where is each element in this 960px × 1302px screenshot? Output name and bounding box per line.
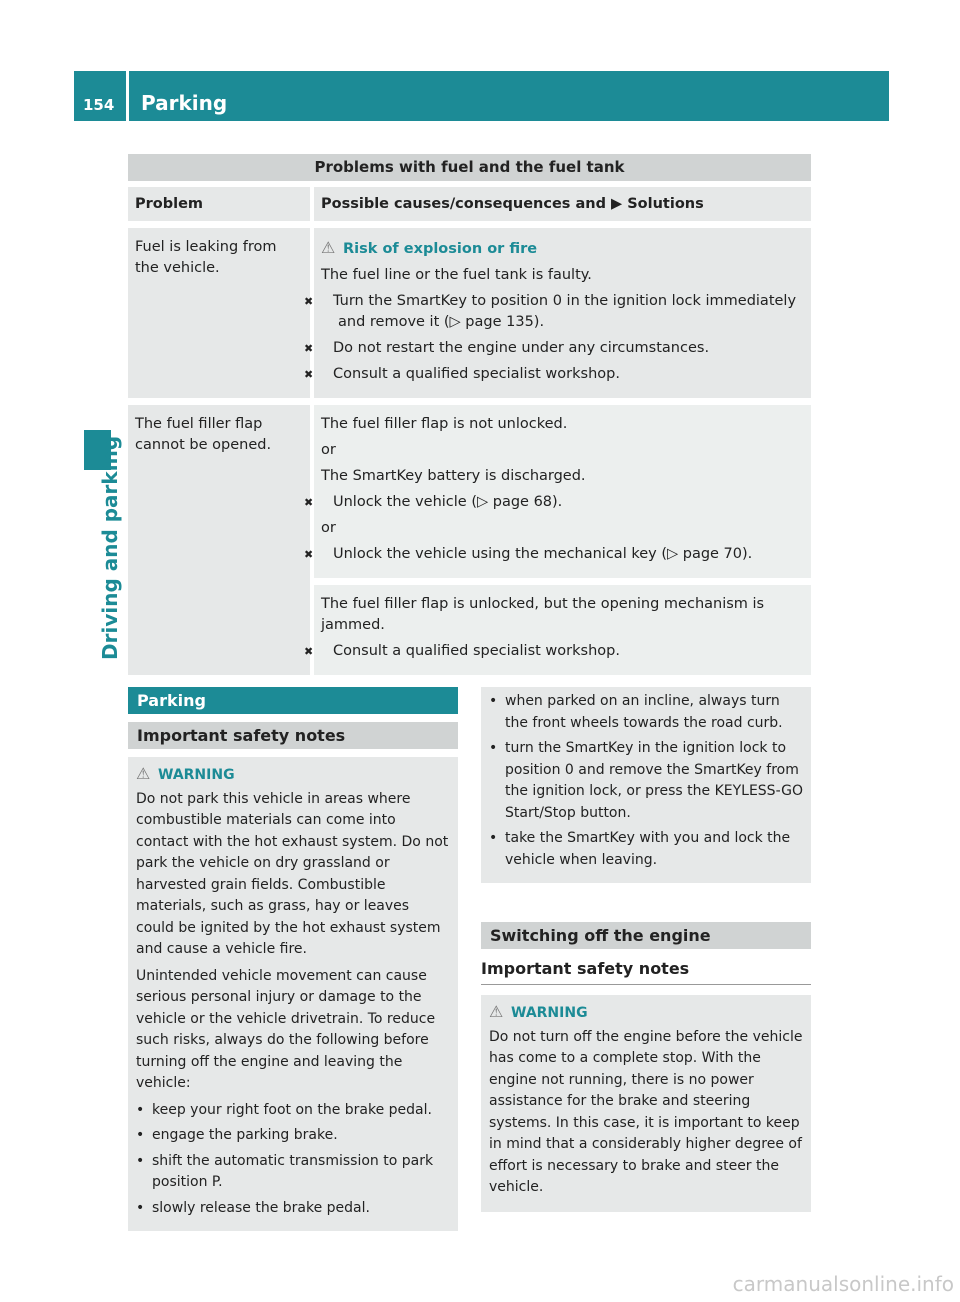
- or-text: or: [321, 520, 336, 536]
- warning-text: Do not turn off the engine before the vehicle has come to a complete stop. With the engine not running, there is no power assistance for the brake and steering systems. In this case, it is important to keep in mind that a considerably higher degree of effort is necessary to brake and steer the vehicle.: [489, 1028, 803, 1195]
- bullet-icon: •: [136, 1199, 145, 1216]
- bullet-icon: •: [489, 830, 498, 846]
- page-title: Parking: [129, 71, 889, 121]
- col-solutions-label: Solutions: [627, 196, 704, 212]
- right-column: [481, 687, 811, 1212]
- solution-cell: [304, 405, 811, 578]
- arrow-icon: ✖: [304, 548, 314, 561]
- warning-text: Unintended vehicle movement can cause serious personal injury or damage to the vehicle or the vehicle drivetrain. To reduce such risks, always do the following before turning off the engine and leaving the vehicle:: [136, 967, 436, 1091]
- list-item: [136, 1151, 450, 1194]
- step-item: [304, 544, 804, 565]
- list-item-text: keep your right foot on the brake pedal.: [152, 1101, 432, 1118]
- step-item: [304, 291, 804, 333]
- table-row: [128, 405, 811, 578]
- bullet-icon: •: [136, 1127, 145, 1143]
- col-problem: Problem: [128, 187, 314, 221]
- side-tab-label: Driving and parking: [98, 435, 122, 660]
- warning-label: WARNING: [158, 767, 235, 783]
- page-number: 154: [74, 71, 126, 121]
- table-header-row: [128, 187, 811, 221]
- step-text: Do not restart the engine under any circumstances.: [333, 340, 710, 356]
- cause-text: The fuel filler flap is unlocked, but the opening mechanism is jammed.: [321, 596, 765, 633]
- list-item-text: engage the parking brake.: [152, 1127, 338, 1143]
- list-item: [489, 828, 803, 871]
- table-caption: Problems with fuel and the fuel tank: [128, 154, 811, 181]
- cause-text: The fuel line or the fuel tank is faulty.: [321, 267, 592, 283]
- arrow-icon: ✖: [304, 645, 314, 658]
- step-text: Unlock the vehicle using the mechanical key (▷ page 70).: [333, 546, 753, 562]
- list-item-text: shift the automatic transmission to park position P.: [152, 1152, 434, 1190]
- play-arrow-icon: ▶: [611, 196, 623, 212]
- list-item: [136, 1198, 450, 1220]
- watermark: carmanualsonline.info: [732, 1272, 954, 1296]
- cause-text: The SmartKey battery is discharged.: [321, 468, 586, 484]
- subsection-title: Important safety notes: [481, 959, 811, 985]
- list-item: [489, 691, 803, 734]
- step-item: [304, 641, 804, 662]
- list-item-text: slowly release the brake pedal.: [152, 1199, 370, 1216]
- subsection-title: Important safety notes: [128, 722, 458, 749]
- warning-box: [128, 757, 458, 1231]
- bullet-icon: •: [136, 1101, 145, 1118]
- section-title: Parking: [128, 687, 458, 714]
- warning-triangle-icon: ⚠: [489, 1002, 504, 1021]
- problem-cell: Fuel is leaking from the vehicle.: [128, 228, 314, 398]
- warning-triangle-icon: ⚠: [136, 764, 151, 783]
- risk-warning: Risk of explosion or fire: [343, 241, 538, 257]
- bullet-icon: •: [489, 693, 498, 709]
- step-item: [304, 364, 804, 385]
- solution-cell: [304, 585, 811, 675]
- step-text: Unlock the vehicle (▷ page 68).: [333, 494, 563, 510]
- list-item-text: take the SmartKey with you and lock the vehicle when leaving.: [505, 830, 791, 868]
- step-text: Consult a qualified specialist workshop.: [333, 643, 620, 659]
- page-header: [74, 71, 889, 121]
- problem-cell: The fuel filler flap cannot be opened.: [128, 405, 314, 675]
- table-row: [128, 228, 811, 398]
- step-text: Consult a qualified specialist workshop.: [333, 366, 620, 382]
- step-item: [304, 338, 804, 359]
- list-item-text: when parked on an incline, always turn the front wheels towards the road curb.: [505, 693, 783, 731]
- col-solutions: [314, 187, 811, 221]
- fuel-problems-table: [128, 154, 811, 682]
- arrow-icon: ✖: [304, 496, 314, 509]
- arrow-icon: ✖: [304, 342, 314, 355]
- step-text: Turn the SmartKey to position 0 in the ignition lock immediately and remove it (▷ page 135).: [333, 293, 797, 330]
- or-text: or: [321, 442, 336, 458]
- solution-cell: [304, 228, 811, 398]
- arrow-icon: ✖: [304, 368, 314, 381]
- warning-box-continued: [481, 687, 811, 883]
- list-item: [136, 1125, 450, 1147]
- section-title: Switching off the engine: [481, 922, 811, 949]
- list-item: [136, 1100, 450, 1122]
- cause-text: The fuel filler flap is not unlocked.: [321, 416, 568, 432]
- step-item: [304, 492, 804, 513]
- col-solutions-text: Possible causes/consequences and: [321, 196, 606, 212]
- bullet-icon: •: [489, 740, 498, 756]
- list-item-text: turn the SmartKey in the ignition lock to position 0 and remove the SmartKey from the ignition lock, or press the KEYLESS-GO Start/Stop button.: [505, 740, 804, 821]
- warning-text: Do not park this vehicle in areas where combustible materials can come into contact with the hot exhaust system. Do not park the vehicle on dry grassland or harvested grain fields. Combustible materials, such as grass, hay or leaves could be ignited by the hot exhaust system and cause a vehicle fire.: [136, 790, 449, 957]
- arrow-icon: ✖: [304, 295, 314, 308]
- parking-section: [128, 687, 458, 1231]
- list-item: [489, 738, 803, 824]
- warning-box: [481, 995, 811, 1212]
- bullet-icon: •: [136, 1152, 145, 1169]
- warning-label: WARNING: [511, 1005, 588, 1021]
- warning-triangle-icon: ⚠: [321, 238, 336, 257]
